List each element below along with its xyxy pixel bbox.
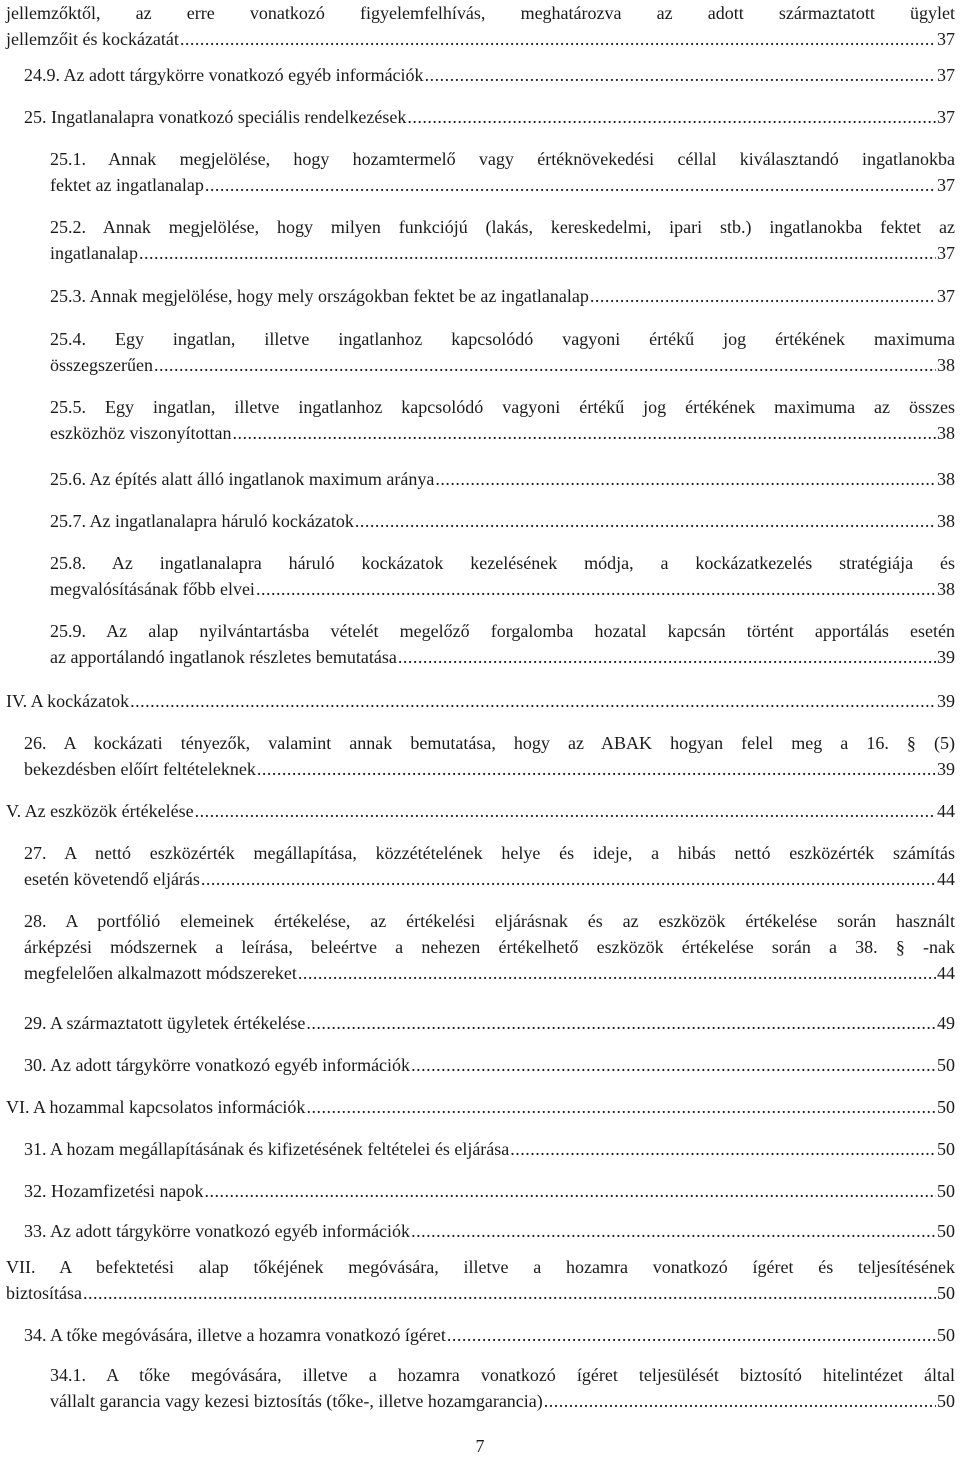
dot-leader	[298, 960, 936, 986]
dot-leader	[447, 1322, 936, 1348]
toc-page-number: 44	[937, 963, 955, 983]
dot-leader	[257, 756, 936, 782]
toc-page-number: 38	[937, 469, 955, 489]
toc-page-number: 38	[937, 511, 955, 531]
toc-entry-title: esetén követendő eljárás	[24, 869, 200, 889]
dot-leader	[201, 866, 936, 892]
toc-entry-title: 32. Hozamfizetési napok	[24, 1181, 204, 1201]
toc-entry[interactable]	[50, 466, 955, 492]
toc-entry-text: 25.8. Az ingatlanalapra háruló kockázatok kezelésének módja, a kockázatkezelés stratégiája és	[50, 553, 955, 573]
toc-entry-text: 25.4. Egy ingatlan, illetve ingatlanhoz kapcsolódó vagyoni értékű jog értékének maximuma	[50, 329, 955, 349]
toc-entry[interactable]	[24, 1218, 955, 1244]
toc-entry-text: 28. A portfólió elemeinek értékelése, az értékelési eljárásnak és az eszközök értékelése során használt	[24, 911, 955, 931]
toc-entry-title: IV. A kockázatok	[6, 691, 130, 711]
toc-entry-title: V. Az eszközök értékelése	[6, 801, 194, 821]
toc-entry[interactable]	[24, 104, 955, 130]
toc-page-number: 37	[937, 243, 955, 263]
toc-entry-title: megvalósításának főbb elvei	[50, 579, 255, 599]
toc-entry-title: 31. A hozam megállapításának és kifizetésének feltételei és eljárása	[24, 1139, 510, 1159]
toc-page-number: 50	[937, 1325, 955, 1345]
toc-entry-title: biztosítása	[6, 1283, 82, 1303]
toc-entry[interactable]	[24, 730, 955, 782]
toc-entry-title: vállalt garancia vagy kezesi biztosítás (tőke-, illetve hozamgarancia)	[50, 1391, 543, 1411]
toc-entry-title: 25.7. Az ingatlanalapra háruló kockázatok	[50, 511, 354, 531]
toc-page-number: 50	[937, 1139, 955, 1159]
toc-entry-text: 26. A kockázati tényezők, valamint annak bemutatása, hogy az ABAK hogyan felel meg a 16. § (5)	[24, 733, 955, 753]
toc-entry-title: 25.3. Annak megjelölése, hogy mely országokban fektet be az ingatlanalap	[50, 286, 589, 306]
toc-entry-text: 25.5. Egy ingatlan, illetve ingatlanhoz kapcsolódó vagyoni értékű jog értékének maximuma az összes	[50, 397, 955, 417]
toc-entry[interactable]	[50, 214, 955, 266]
toc-entry-text: VII. A befektetési alap tőkéjének megóvására, illetve a hozamra vonatkozó ígéret és teljesítésének	[6, 1257, 955, 1277]
dot-leader	[355, 508, 936, 534]
toc-page-number: 50	[937, 1283, 955, 1303]
page-number: 7	[475, 1436, 485, 1456]
toc-entry-title: jellemzőit és kockázatát	[6, 29, 179, 49]
toc-entry-title: 33. Az adott tárgykörre vonatkozó egyéb információk	[24, 1221, 411, 1241]
toc-entry[interactable]	[50, 1362, 955, 1414]
dot-leader	[306, 1010, 936, 1036]
toc-page-number: 50	[937, 1221, 955, 1241]
toc-entry-title: 25.6. Az építés alatt álló ingatlanok maximum aránya	[50, 469, 435, 489]
toc-entry-title: összegszerűen	[50, 355, 153, 375]
dot-leader	[407, 104, 936, 130]
dot-leader	[510, 1136, 936, 1162]
toc-entry[interactable]	[24, 1136, 955, 1162]
toc-entry-title: megfelelően alkalmazott módszereket	[24, 963, 297, 983]
toc-entry[interactable]	[6, 1254, 955, 1306]
toc-entry-text: jellemzőktől, az erre vonatkozó figyelemfelhívás, meghatározva az adott származtatott ügylet	[6, 3, 955, 23]
dot-leader	[195, 798, 936, 824]
dot-leader	[154, 352, 936, 378]
toc-page-number: 37	[937, 107, 955, 127]
toc-entry-title: 25. Ingatlanalapra vonatkozó speciális rendelkezések	[24, 107, 407, 127]
dot-leader	[256, 576, 936, 602]
toc-page-number: 37	[937, 29, 955, 49]
toc-page-number: 37	[937, 175, 955, 195]
dot-leader	[411, 1218, 936, 1244]
dot-leader	[435, 466, 936, 492]
toc-entry[interactable]	[50, 618, 955, 670]
dot-leader	[411, 1052, 936, 1078]
toc-page-number: 50	[937, 1391, 955, 1411]
dot-leader	[204, 1178, 936, 1204]
dot-leader	[205, 172, 936, 198]
toc-entry-title: 29. A származtatott ügyletek értékelése	[24, 1013, 306, 1033]
toc-page-number: 37	[937, 65, 955, 85]
toc-entry-text: 34.1. A tőke megóvására, illetve a hozamra vonatkozó ígéret teljesülését biztosító hitelintézet által	[50, 1365, 955, 1385]
dot-leader	[83, 1280, 936, 1306]
toc-entry[interactable]	[6, 798, 955, 824]
toc-entry-title: ingatlanalap	[50, 243, 138, 263]
toc-page-number: 37	[937, 286, 955, 306]
toc-page-number: 39	[937, 647, 955, 667]
toc-page-number: 39	[937, 759, 955, 779]
toc-page-number: 38	[937, 579, 955, 599]
dot-leader	[306, 1094, 936, 1120]
toc-entry-title: eszközhöz viszonyítottan	[50, 423, 232, 443]
toc-entry-title: 30. Az adott tárgykörre vonatkozó egyéb információk	[24, 1055, 411, 1075]
dot-leader	[130, 688, 936, 714]
dot-leader	[139, 240, 936, 266]
toc-entry-title: fektet az ingatlanalap	[50, 175, 204, 195]
toc-entry[interactable]	[50, 508, 955, 534]
toc-page-number: 50	[937, 1097, 955, 1117]
toc-entry[interactable]	[24, 908, 955, 986]
toc-page-number: 38	[937, 423, 955, 443]
toc-page-number: 50	[937, 1181, 955, 1201]
dot-leader	[232, 420, 936, 446]
dot-leader	[398, 644, 936, 670]
toc-entry-title: VI. A hozammal kapcsolatos információk	[6, 1097, 306, 1117]
toc-page-number: 38	[937, 355, 955, 375]
toc-entry[interactable]	[50, 550, 955, 602]
toc-page-number: 44	[937, 801, 955, 821]
toc-entry[interactable]	[50, 326, 955, 378]
dot-leader	[590, 283, 936, 309]
toc-entry[interactable]	[50, 394, 955, 446]
toc-entry-text: árképzési módszernek a leírása, beleértve a nehezen értékelhető eszközök értékelése során a 38. § -nak	[24, 937, 955, 957]
toc-entry[interactable]	[24, 1010, 955, 1036]
toc-entry[interactable]	[24, 1322, 955, 1348]
toc-entry[interactable]	[24, 840, 955, 892]
toc-entry[interactable]	[50, 283, 955, 309]
toc-entry[interactable]	[6, 0, 955, 52]
toc-entry[interactable]	[6, 688, 955, 714]
toc-entry-title: 34. A tőke megóvására, illetve a hozamra vonatkozó ígéret	[24, 1325, 446, 1345]
toc-entry-text: 25.9. Az alap nyilvántartásba vételét megelőző forgalomba hozatal kapcsán történt apportálás esetén	[50, 621, 955, 641]
toc-entry[interactable]	[6, 1094, 955, 1120]
toc-entry-title: bekezdésben előírt feltételeknek	[24, 759, 256, 779]
dot-leader	[425, 62, 936, 88]
toc-entry-text: 27. A nettó eszközérték megállapítása, közzétételének helye és ideje, a hibás nettó eszközérték számítás	[24, 843, 955, 863]
toc-entry[interactable]	[24, 1052, 955, 1078]
toc-page-number: 50	[937, 1055, 955, 1075]
toc-entry-title: 24.9. Az adott tárgykörre vonatkozó egyéb információk	[24, 65, 424, 85]
toc-page-number: 49	[937, 1013, 955, 1033]
dot-leader	[544, 1388, 936, 1414]
toc-entry-text: 25.2. Annak megjelölése, hogy milyen funkciójú (lakás, kereskedelmi, ipari stb.) ingatlanokba fektet az	[50, 217, 955, 237]
toc-entry[interactable]	[24, 62, 955, 88]
toc-entry-title: az apportálandó ingatlanok részletes bemutatása	[50, 647, 397, 667]
toc-page-number: 44	[937, 869, 955, 889]
toc-entry-text: 25.1. Annak megjelölése, hogy hozamtermelő vagy értéknövekedési céllal kiválasztandó ingatlanokba	[50, 149, 955, 169]
toc-page-number: 39	[937, 691, 955, 711]
toc-entry[interactable]	[24, 1178, 955, 1204]
toc-entry[interactable]	[50, 146, 955, 198]
dot-leader	[180, 26, 936, 52]
